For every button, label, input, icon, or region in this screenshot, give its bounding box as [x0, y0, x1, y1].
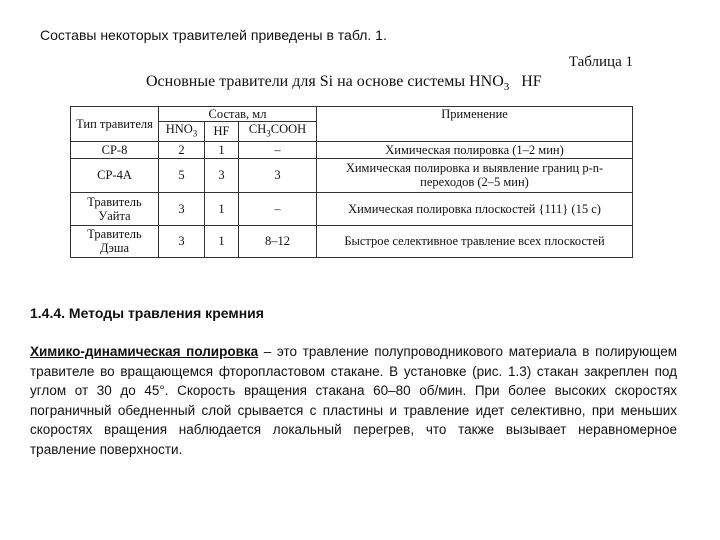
cell-hf: 1	[205, 192, 239, 225]
cell-etchant-name: СР-8	[71, 141, 159, 158]
table-title-tail: HF	[521, 73, 542, 90]
table-title	[146, 73, 542, 93]
section-paragraph	[30, 342, 677, 460]
cell-application: Химическая полировка плоскостей {111} (15 с)	[317, 192, 633, 225]
table-title-main: Основные травители для Si на основе системы HNO	[146, 73, 504, 90]
cell-ch3cooh: –	[239, 192, 317, 225]
table-header-row	[71, 107, 633, 122]
header-etchant-type: Тип травителя	[71, 107, 159, 142]
etchant-table	[70, 106, 633, 258]
cell-ch3cooh: 8–12	[239, 225, 317, 257]
cell-ch3cooh: 3	[239, 158, 317, 192]
header-hno3-sub: 3	[192, 128, 198, 139]
header-hno3	[159, 122, 205, 142]
cell-application: Химическая полировка и выявление границ р-n-переходов (2–5 мин)	[317, 158, 633, 192]
cell-hno3: 3	[159, 192, 205, 225]
table-row	[71, 225, 633, 257]
header-hf: HF	[205, 122, 239, 142]
cell-hf: 3	[205, 158, 239, 192]
header-ch3cooh	[239, 122, 317, 142]
header-hno3-text: HNO	[165, 122, 193, 136]
cell-application: Химическая полировка (1–2 мин)	[317, 141, 633, 158]
cell-application: Быстрое селективное травление всех плоскостей	[317, 225, 633, 257]
header-ch3cooh-b: COOH	[270, 122, 307, 136]
cell-ch3cooh: –	[239, 141, 317, 158]
cell-hno3: 3	[159, 225, 205, 257]
header-ch3cooh-sub: 3	[266, 128, 271, 139]
table-title-sub: 3	[503, 81, 510, 94]
header-ch3cooh-a: CH	[248, 122, 267, 136]
section-heading: 1.4.4. Методы травления кремния	[30, 305, 264, 321]
header-application: Применение	[317, 107, 633, 142]
table-label: Таблица 1	[568, 54, 633, 70]
table-row	[71, 141, 633, 158]
cell-etchant-name: Травитель Уайта	[71, 192, 159, 225]
paragraph-body: – это травление полупроводникового материала в полирующем травителе во вращающемся фторопластовом стакане. В установке (рис. 1.3) стакан закреплен под углом от 30 до 45°. Скорость вращения стакана 60–80 об/мин. При более высоких скоростях пограничный обедненный слой срывается с пластины и травление идет селективно, при меньших скоростях вращения наблюдается локальный перегрев, что также вызывает неравномерное травление поверхности.	[30, 344, 678, 457]
table-row	[71, 192, 633, 225]
cell-etchant-name: СР-4А	[71, 158, 159, 192]
header-composition: Состав, мл	[159, 107, 317, 122]
intro-text: Составы некоторых травителей приведены в табл. 1.	[40, 27, 387, 43]
table-row	[71, 158, 633, 192]
cell-hf: 1	[205, 141, 239, 158]
cell-hno3: 2	[159, 141, 205, 158]
cell-hno3: 5	[159, 158, 205, 192]
cell-etchant-name: Травитель Дэша	[71, 225, 159, 257]
paragraph-term: Химико-динамическая полировка	[30, 344, 259, 359]
cell-hf: 1	[205, 225, 239, 257]
